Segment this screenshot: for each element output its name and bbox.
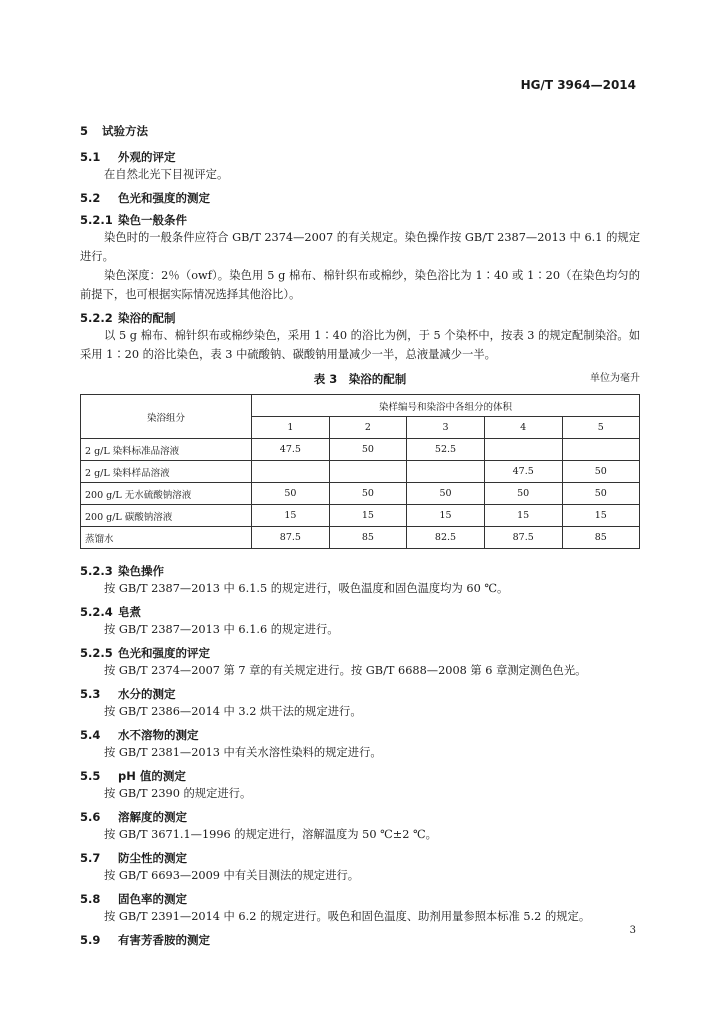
- table-cell: 50: [252, 483, 330, 505]
- section-heading: [80, 932, 640, 948]
- section-title: 固色率的测定: [118, 892, 187, 906]
- section-heading: [80, 310, 640, 326]
- section-number: 5.2.3: [80, 564, 113, 578]
- section-title: 水分的测定: [118, 687, 176, 701]
- table-title: 表 3 染浴的配制: [313, 372, 407, 386]
- section-heading: [80, 891, 640, 907]
- section-heading: [80, 604, 640, 620]
- table-cell: 50: [484, 483, 562, 505]
- section-heading: [80, 149, 640, 165]
- paragraph: 在自然北光下目视评定。: [104, 168, 229, 181]
- section-number: 5.5: [80, 769, 101, 783]
- table-row: [81, 527, 640, 549]
- paragraph: 按 GB/T 2381—2013 中有关水溶性染料的规定进行。: [104, 746, 382, 759]
- table-cell: [329, 461, 406, 483]
- row-label: 200 g/L 无水硫酸钠溶液: [81, 483, 252, 505]
- section-number: 5.2.1: [80, 213, 113, 227]
- standard-code: HG/T 3964—2014: [520, 78, 636, 92]
- section-title: 水不溶物的测定: [118, 728, 199, 742]
- page-content: [80, 118, 640, 948]
- paragraph: 按 GB/T 2386—2014 中 3.2 烘干法的规定进行。: [104, 705, 362, 718]
- row-label: 200 g/L 碳酸钠溶液: [81, 505, 252, 527]
- section-heading: [80, 212, 640, 228]
- section-heading: [80, 809, 640, 825]
- section-heading: [80, 563, 640, 579]
- table-cell: 15: [484, 505, 562, 527]
- table-cell: 15: [329, 505, 406, 527]
- row-label: 2 g/L 染料样品溶液: [81, 461, 252, 483]
- section-heading: [80, 645, 640, 661]
- dye-bath-table: [80, 394, 640, 549]
- paragraph: 染色深度：2％（owf）。染色用 5 g 棉布、棉针织布或棉纱，染色浴比为 1∶40 或 1∶20（在染色均匀的前提下，也可根据实际情况选择其他浴比）。: [80, 269, 640, 301]
- section-number: 5.2.5: [80, 646, 113, 660]
- section-title: 色光和强度的评定: [118, 646, 210, 660]
- section-title: 有害芳香胺的测定: [118, 933, 210, 947]
- section-heading: [80, 768, 640, 784]
- table-cell: 47.5: [252, 439, 330, 461]
- section-number: 5.2: [80, 191, 101, 205]
- paragraph: 以 5 g 棉布、棉针织布或棉纱染色，采用 1∶40 的浴比为例，于 5 个染杯中，按表 3 的规定配制染浴。如采用 1∶20 的浴比染色，表 3 中硫酸钠、碳酸钠用量减少一半，总液量减少一半。: [80, 329, 640, 361]
- table-cell: 52.5: [407, 439, 485, 461]
- section-title: pH 值的测定: [118, 769, 186, 783]
- table-cell: 15: [407, 505, 485, 527]
- section-title: 色光和强度的测定: [118, 191, 210, 205]
- table-cell: 15: [562, 505, 639, 527]
- table-cell: [484, 439, 562, 461]
- header-component: 染浴组分: [81, 395, 252, 439]
- section-number: 5.6: [80, 810, 101, 824]
- section-heading: [80, 727, 640, 743]
- table-cell: 85: [329, 527, 406, 549]
- paragraph: 按 GB/T 2387—2013 中 6.1.5 的规定进行，吸色温度和固色温度均为 60 ℃。: [104, 582, 509, 595]
- paragraph: 按 GB/T 2387—2013 中 6.1.6 的规定进行。: [104, 623, 339, 636]
- section-number: 5.8: [80, 892, 101, 906]
- paragraph: 按 GB/T 2391—2014 中 6.2 的规定进行。吸色和固色温度、助剂用量参照本标准 5.2 的规定。: [104, 910, 591, 923]
- column-header: 4: [484, 417, 562, 439]
- table-cell: 15: [252, 505, 330, 527]
- table-cell: [252, 461, 330, 483]
- table-cell: [407, 461, 485, 483]
- table-cell: 50: [562, 461, 639, 483]
- column-header: 5: [562, 417, 639, 439]
- table-cell: 50: [562, 483, 639, 505]
- section-number: 5.2.4: [80, 605, 113, 619]
- section-number: 5.9: [80, 933, 101, 947]
- table-row: [81, 505, 640, 527]
- section-heading: [80, 190, 640, 206]
- table-cell: 87.5: [484, 527, 562, 549]
- section-number: 5.7: [80, 851, 101, 865]
- table-row: [81, 439, 640, 461]
- section-number: 5.1: [80, 150, 101, 164]
- table-cell: 50: [329, 483, 406, 505]
- paragraph: 按 GB/T 3671.1—1996 的规定进行，溶解温度为 50 ℃±2 ℃。: [104, 828, 437, 841]
- section-heading: [80, 686, 640, 702]
- paragraph: 按 GB/T 2374—2007 第 7 章的有关规定进行。按 GB/T 6688—2008 第 6 章测定测色色光。: [104, 664, 587, 677]
- section-heading: [80, 123, 640, 139]
- section-title: 染浴的配制: [118, 311, 176, 325]
- section-number: 5.2.2: [80, 311, 113, 325]
- table-row: [81, 461, 640, 483]
- column-header: 2: [329, 417, 406, 439]
- section-title: 皂煮: [118, 605, 141, 619]
- row-label: 蒸馏水: [81, 527, 252, 549]
- section-number: 5: [80, 124, 89, 138]
- header-group: 染样编号和染浴中各组分的体积: [252, 395, 640, 417]
- table-cell: 82.5: [407, 527, 485, 549]
- paragraph: 染色时的一般条件应符合 GB/T 2374—2007 的有关规定。染色操作按 GB/T 2387—2013 中 6.1 的规定进行。: [80, 231, 640, 263]
- section-title: 溶解度的测定: [118, 810, 187, 824]
- table-title-row: [80, 370, 640, 388]
- table-unit: 单位为毫升: [590, 373, 640, 384]
- section-title: 防尘性的测定: [118, 851, 187, 865]
- row-label: 2 g/L 染料标准品溶液: [81, 439, 252, 461]
- section-title: 染色操作: [118, 564, 164, 578]
- column-header: 3: [407, 417, 485, 439]
- section-number: 5.3: [80, 687, 101, 701]
- table-row: [81, 483, 640, 505]
- table-cell: 87.5: [252, 527, 330, 549]
- paragraph: 按 GB/T 2390 的规定进行。: [104, 787, 252, 800]
- section-title: 外观的评定: [118, 150, 176, 164]
- table-cell: [562, 439, 639, 461]
- table-cell: 85: [562, 527, 639, 549]
- paragraph: 按 GB/T 6693—2009 中有关目测法的规定进行。: [104, 869, 360, 882]
- column-header: 1: [252, 417, 330, 439]
- section-heading: [80, 850, 640, 866]
- table-cell: 50: [329, 439, 406, 461]
- table-cell: 50: [407, 483, 485, 505]
- table-header-row: [81, 395, 640, 417]
- section-title: 试验方法: [102, 124, 148, 138]
- section-number: 5.4: [80, 728, 101, 742]
- section-title: 染色一般条件: [118, 213, 187, 227]
- table-cell: 47.5: [484, 461, 562, 483]
- page-number: 3: [629, 925, 636, 936]
